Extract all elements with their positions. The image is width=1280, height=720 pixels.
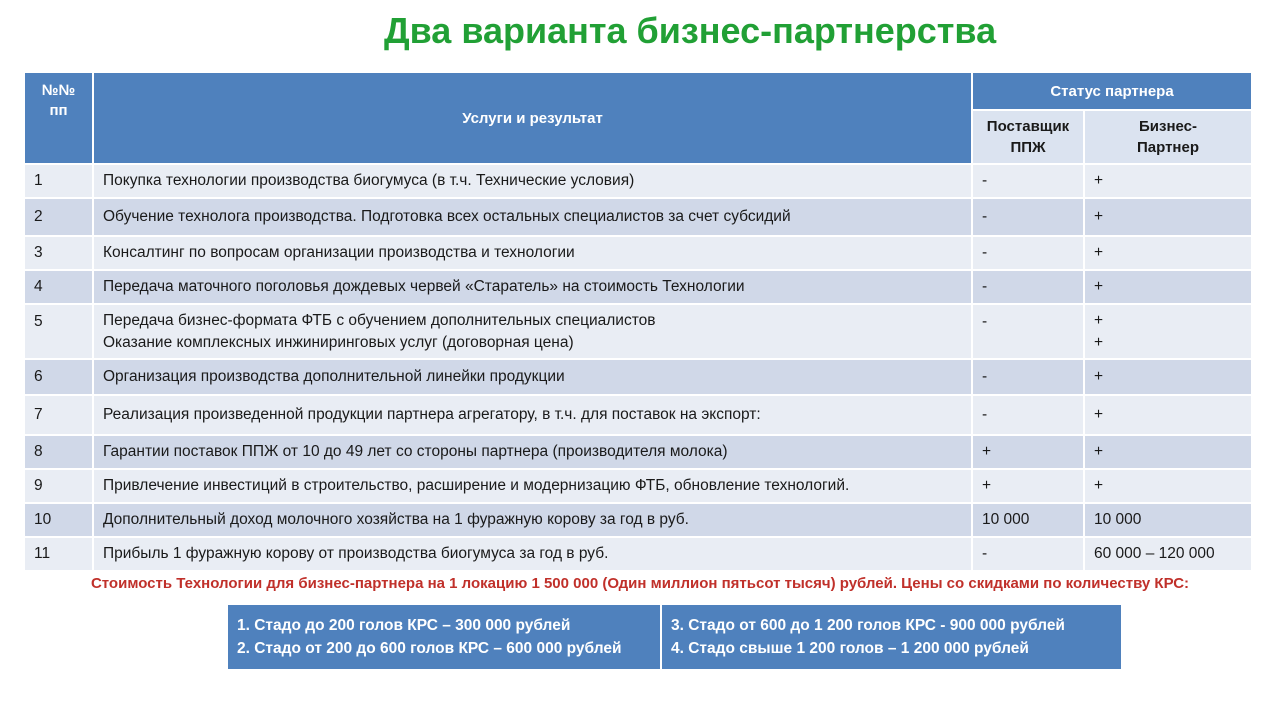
header-num: №№ пп — [24, 72, 93, 164]
row-supplier-status: - — [972, 359, 1084, 395]
row-supplier-status: - — [972, 304, 1084, 359]
row-supplier-status: - — [972, 270, 1084, 304]
row-service: Гарантии поставок ППЖ от 10 до 49 лет со стороны партнера (производителя молока) — [93, 435, 972, 469]
row-service: Передача маточного поголовья дождевых червей «Старатель» на стоимость Технологии — [93, 270, 972, 304]
table-row — [24, 469, 1252, 503]
row-number: 7 — [24, 395, 93, 435]
row-supplier-status: - — [972, 236, 1084, 270]
row-partner-status: + — [1084, 395, 1252, 435]
row-partner-status: 60 000 – 120 000 — [1084, 537, 1252, 571]
header-status: Статус партнера — [972, 72, 1252, 110]
row-number: 6 — [24, 359, 93, 395]
row-partner-status: + — [1084, 236, 1252, 270]
row-partner-status: + — [1084, 198, 1252, 236]
row-partner-status: + — [1084, 359, 1252, 395]
row-supplier-status: - — [972, 164, 1084, 198]
price-item: 3. Стадо от 600 до 1 200 голов КРС - 900 000 рублей — [671, 617, 1065, 634]
row-service: Организация производства дополнительной линейки продукции — [93, 359, 972, 395]
table-row — [24, 359, 1252, 395]
row-service: Консалтинг по вопросам организации производства и технологии — [93, 236, 972, 270]
table-row — [24, 304, 1252, 359]
row-service: Передача бизнес-формата ФТБ с обучением дополнительных специалистов Оказание комплексных инжиниринговых услуг (договорная цена) — [93, 304, 972, 359]
row-service: Прибыль 1 фуражную корову от производства биогумуса за год в руб. — [93, 537, 972, 571]
page-title: Два варианта бизнес-партнерства — [384, 10, 997, 51]
row-partner-status: + + — [1084, 304, 1252, 359]
price-list-right — [661, 605, 1121, 669]
table-row — [24, 270, 1252, 304]
price-item: 1. Стадо до 200 голов КРС – 300 000 рублей — [237, 617, 571, 634]
row-service: Обучение технолога производства. Подготовка всех остальных специалистов за счет субсидий — [93, 198, 972, 236]
table-row — [24, 198, 1252, 236]
title-area — [0, 0, 1280, 60]
row-supplier-status: 10 000 — [972, 503, 1084, 537]
row-supplier-status: - — [972, 395, 1084, 435]
row-number: 8 — [24, 435, 93, 469]
row-number: 9 — [24, 469, 93, 503]
row-number: 3 — [24, 236, 93, 270]
row-supplier-status: + — [972, 435, 1084, 469]
price-list-left — [228, 605, 661, 669]
row-supplier-status: + — [972, 469, 1084, 503]
price-list — [228, 605, 1121, 669]
table-row — [24, 395, 1252, 435]
header-services: Услуги и результат — [93, 72, 972, 164]
table-row — [24, 435, 1252, 469]
table-row — [24, 503, 1252, 537]
row-number: 4 — [24, 270, 93, 304]
table-row — [24, 164, 1252, 198]
table-row — [24, 537, 1252, 571]
row-supplier-status: - — [972, 198, 1084, 236]
row-partner-status: + — [1084, 469, 1252, 503]
row-number: 5 — [24, 304, 93, 359]
row-number: 2 — [24, 198, 93, 236]
price-item: 4. Стадо свыше 1 200 голов – 1 200 000 рублей — [671, 640, 1029, 657]
technology-cost-note: Стоимость Технологии для бизнес-партнера на 1 локацию 1 500 000 (Один миллион пятьсот тысяч) рублей. Цены со скидками по количеству КРС: — [90, 575, 1190, 592]
price-item: 2. Стадо от 200 до 600 голов КРС – 600 000 рублей — [237, 640, 622, 657]
row-number: 1 — [24, 164, 93, 198]
partnership-table — [23, 71, 1253, 572]
header-supplier: Поставщик ППЖ — [972, 110, 1084, 164]
row-service: Дополнительный доход молочного хозяйства на 1 фуражную корову за год в руб. — [93, 503, 972, 537]
table-row — [24, 236, 1252, 270]
header-partner: Бизнес- Партнер — [1084, 110, 1252, 164]
row-number: 10 — [24, 503, 93, 537]
row-partner-status: 10 000 — [1084, 503, 1252, 537]
row-partner-status: + — [1084, 270, 1252, 304]
row-service: Реализация произведенной продукции партнера агрегатору, в т.ч. для поставок на экспорт: — [93, 395, 972, 435]
row-number: 11 — [24, 537, 93, 571]
row-partner-status: + — [1084, 435, 1252, 469]
row-service: Привлечение инвестиций в строительство, расширение и модернизацию ФТБ, обновление технологий. — [93, 469, 972, 503]
row-partner-status: + — [1084, 164, 1252, 198]
row-supplier-status: - — [972, 537, 1084, 571]
row-service: Покупка технологии производства биогумуса (в т.ч. Технические условия) — [93, 164, 972, 198]
